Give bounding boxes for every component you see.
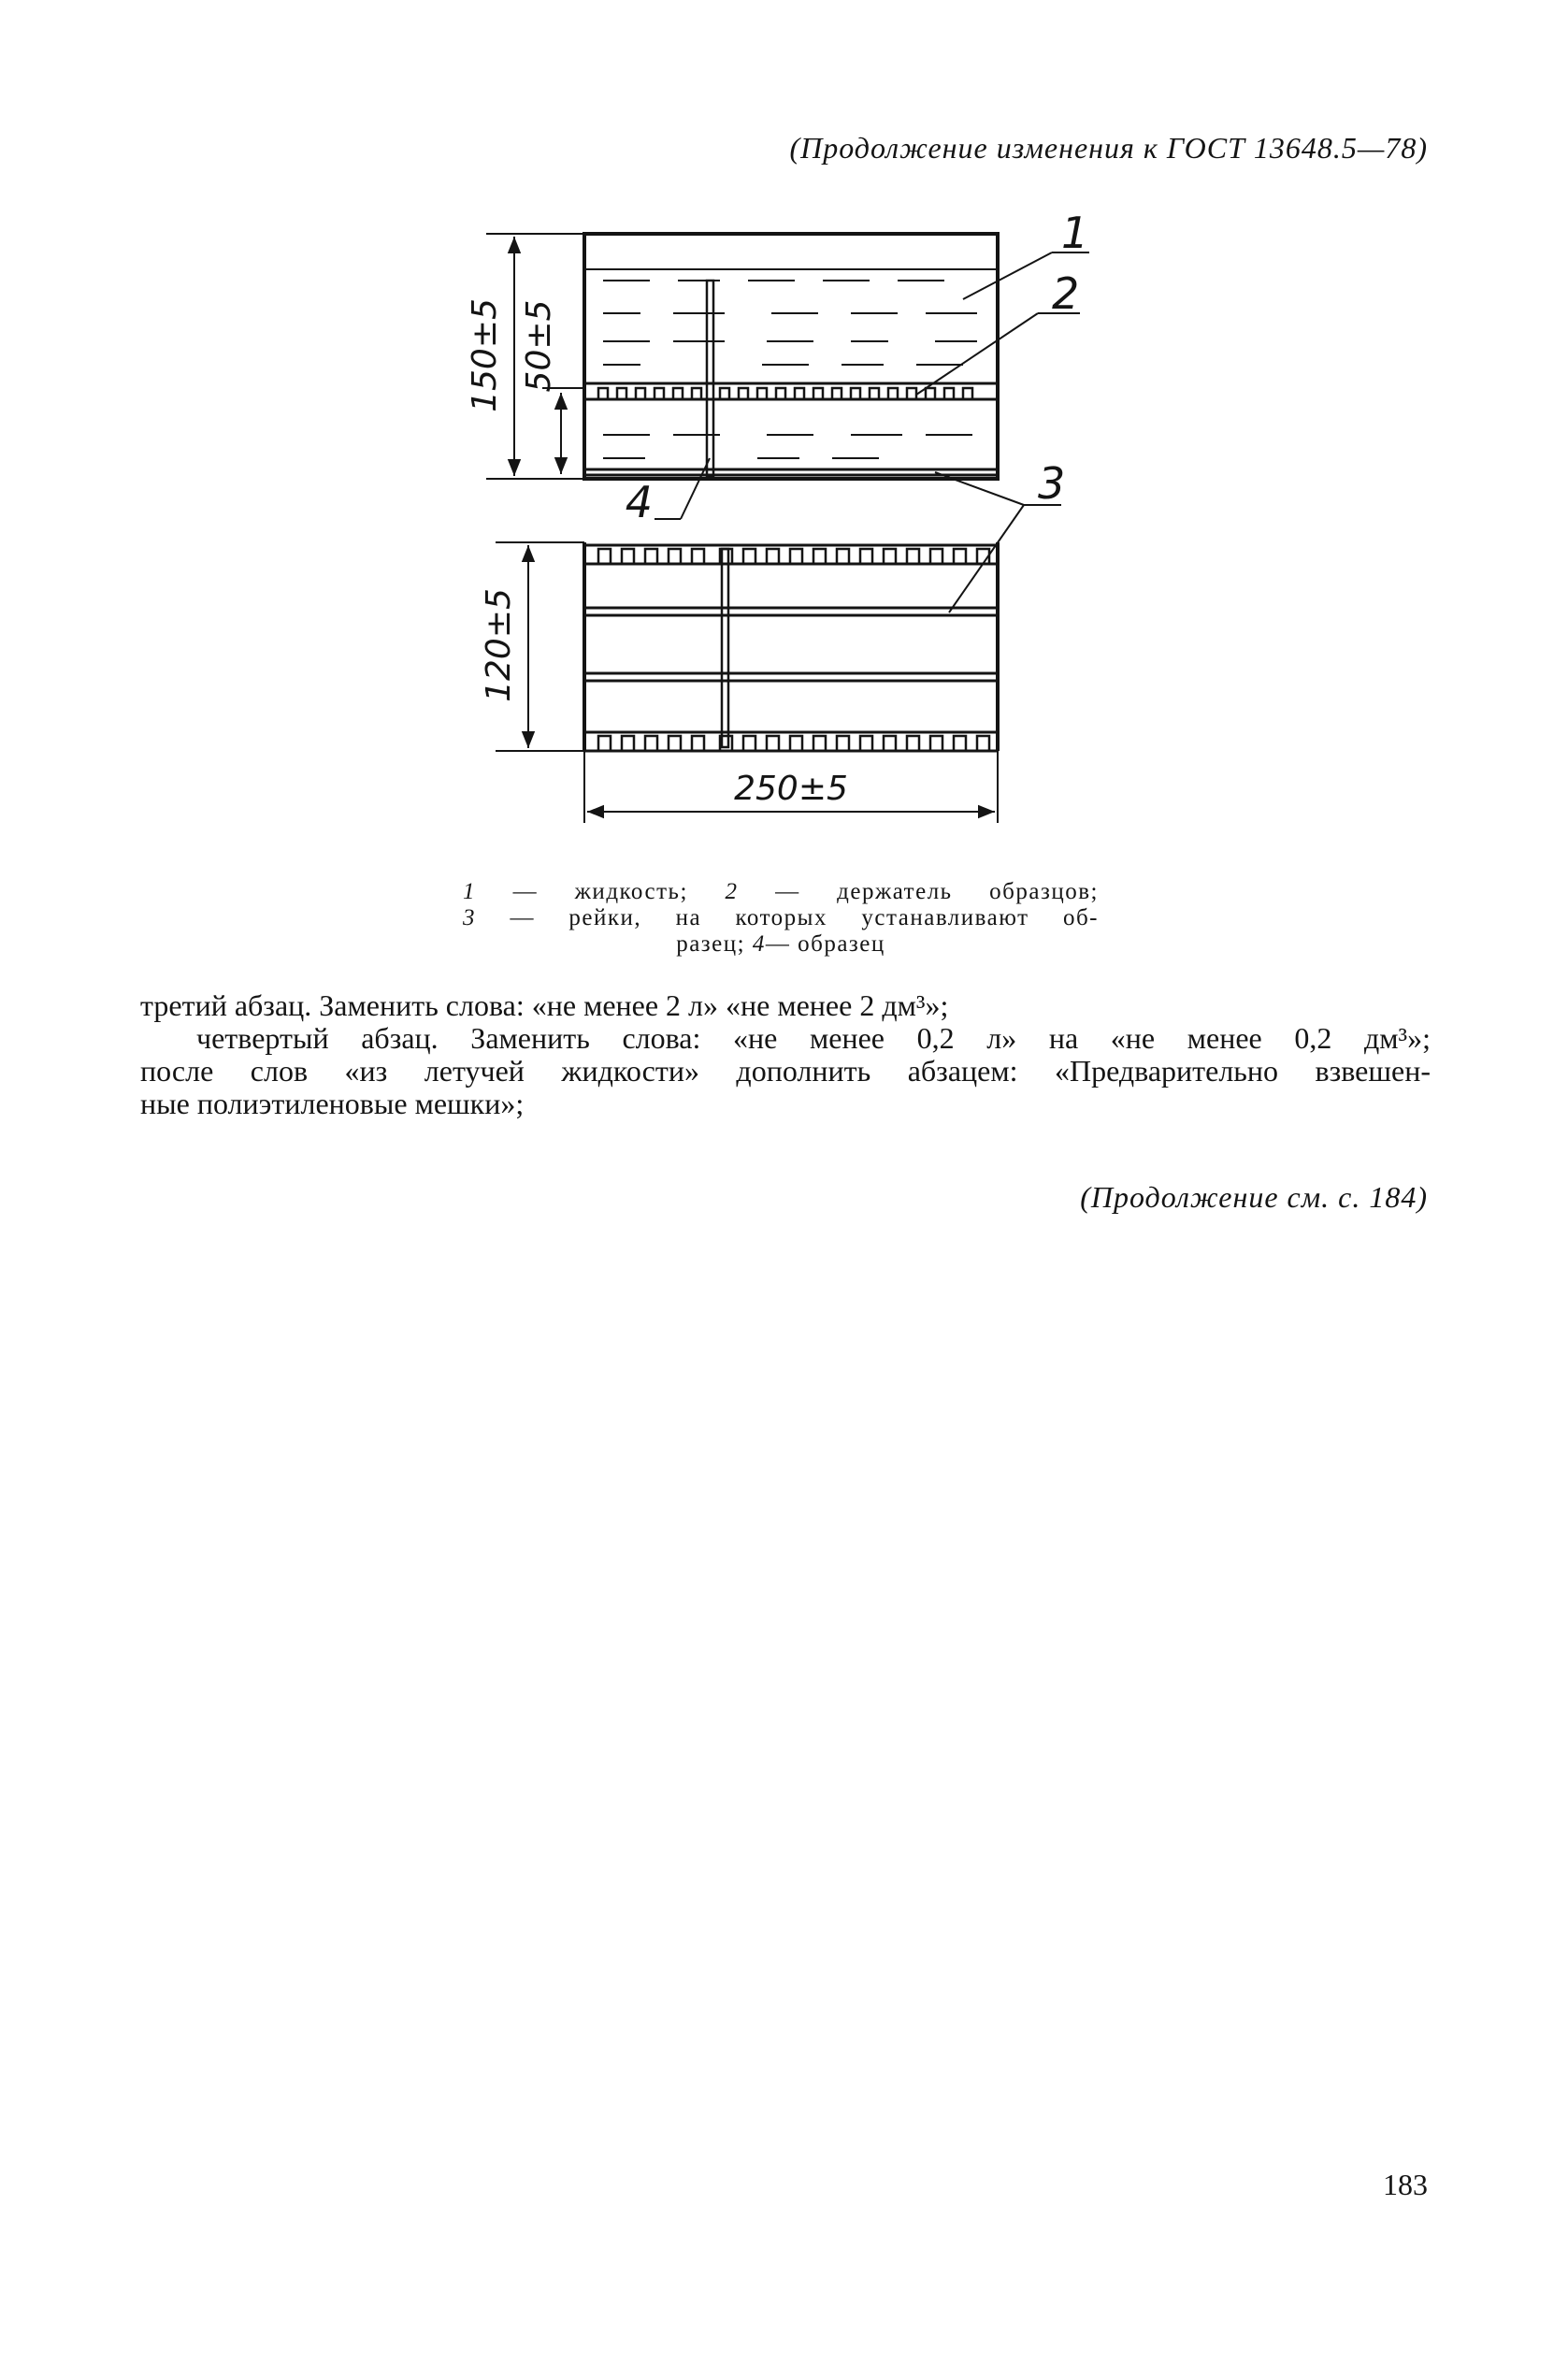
caption-num-3: 3	[463, 905, 476, 930]
sample-upper	[707, 281, 713, 477]
callout-2: 2	[1052, 268, 1080, 319]
callout-1: 1	[1061, 210, 1089, 258]
callout-3: 3	[1038, 458, 1066, 509]
paragraph-fourth-line-2: после слов «из летучей жидкости» дополнить абзацем: «Предварительно взвешен-	[140, 1054, 1431, 1088]
caption-num-2: 2	[725, 879, 739, 904]
sample-lower	[722, 549, 728, 747]
dim-height-total: 150±5	[466, 298, 504, 412]
caption-line-1: 1 — жидкость; 2 — держатель образцов;	[463, 879, 1099, 904]
caption-line-2: 3 — рейки, на которых устанавливают об-	[463, 905, 1099, 930]
caption-num-1: 1	[463, 879, 476, 904]
dimension-lines	[486, 234, 998, 823]
dim-height-rack: 120±5	[480, 588, 518, 702]
dim-height-liquid: 50±5	[520, 299, 558, 393]
apparatus-drawing	[439, 210, 1094, 846]
dim-width: 250±5	[734, 770, 848, 808]
figure-caption	[463, 879, 1099, 958]
vessel-outline	[584, 234, 998, 479]
caption-line-3: разец; 4— образец	[676, 931, 885, 957]
caption-num-4: 4	[752, 931, 766, 957]
callout-4: 4	[625, 477, 653, 527]
paragraph-third: третий абзац. Заменить слова: «не менее 2 л» «не менее 2 дм³»;	[140, 988, 949, 1022]
amendment-text	[140, 989, 1431, 1120]
paragraph-fourth-line-1: четвертый абзац. Заменить слова: «не менее 0,2 л» на «не менее 0,2 дм³»;	[196, 1021, 1431, 1055]
liquid-dashes	[603, 281, 977, 458]
rack-assembly	[584, 542, 998, 751]
page-header: (Продолжение изменения к ГОСТ 13648.5—78)	[789, 131, 1428, 165]
apparatus-figure	[439, 210, 1094, 846]
paragraph-fourth-line-3: ные полиэтиленовые мешки»;	[140, 1087, 525, 1120]
page-number: 183	[1383, 2168, 1428, 2201]
sample-holder	[586, 383, 996, 399]
continuation-note: (Продолжение см. с. 184)	[1080, 1180, 1428, 1214]
